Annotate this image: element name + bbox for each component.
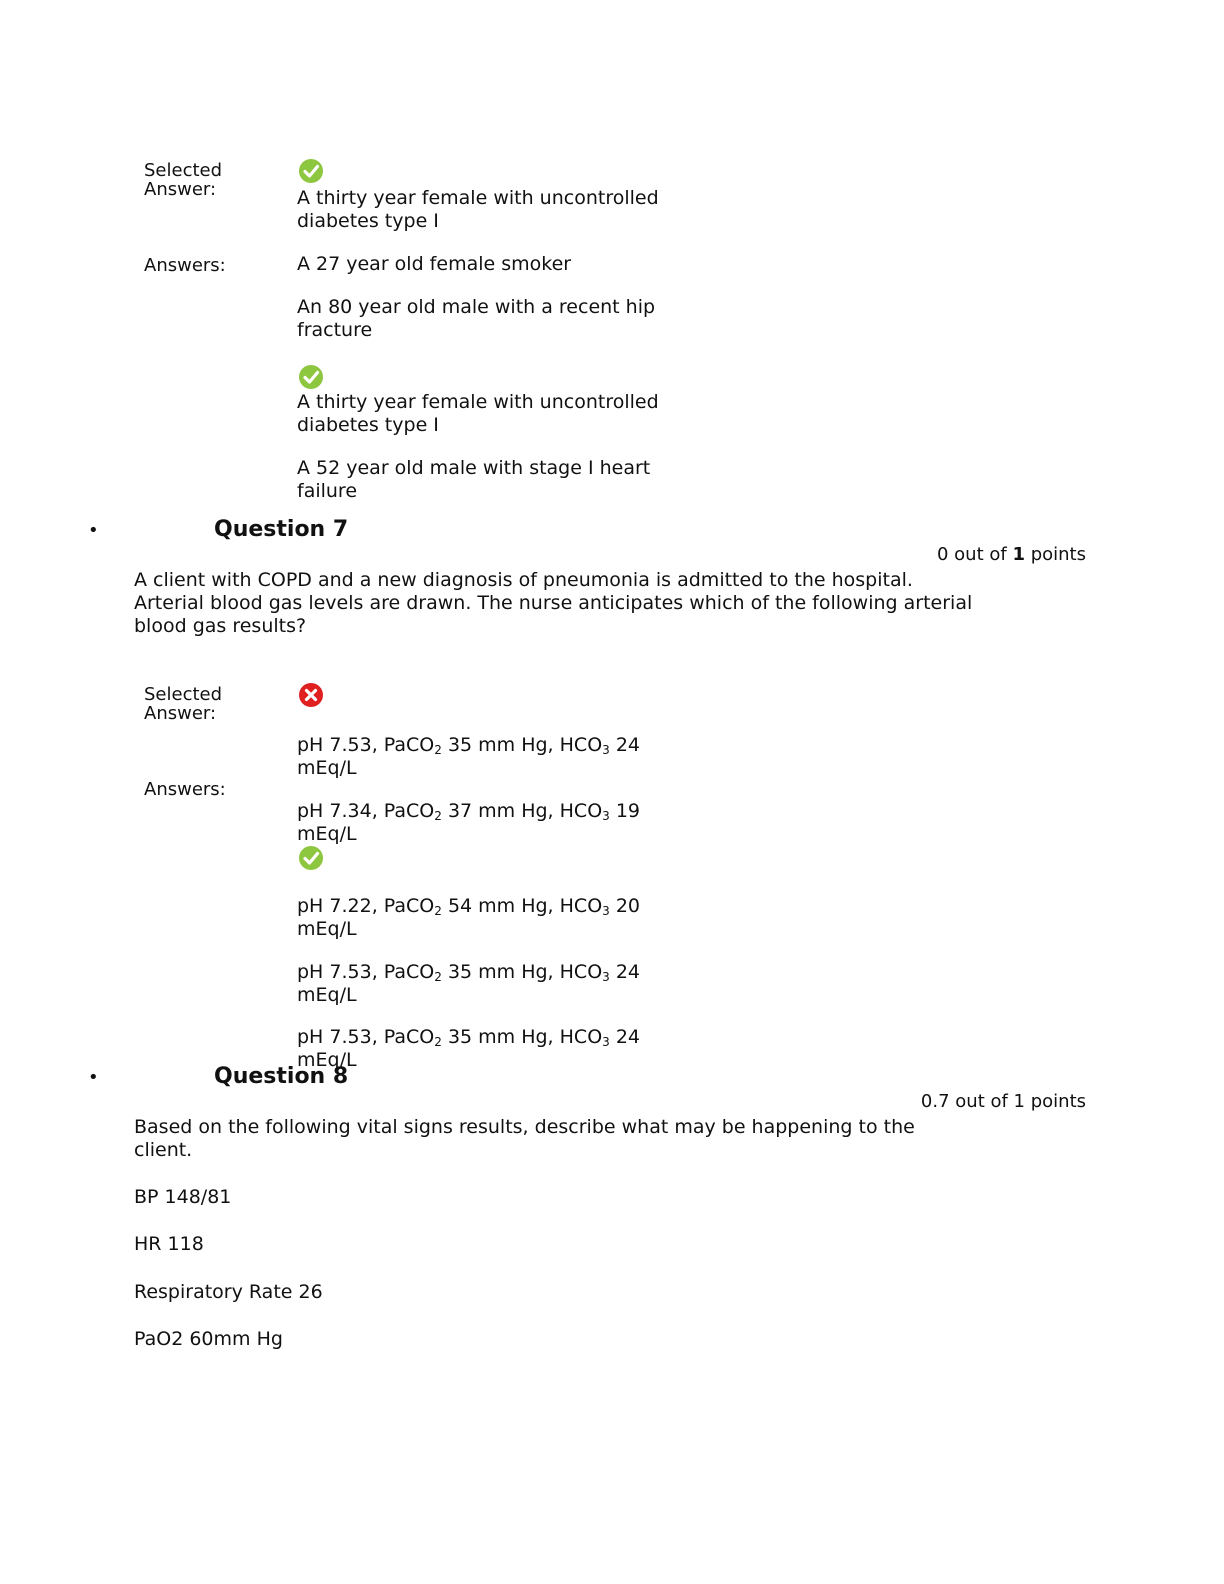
answers-label: Answers: (144, 255, 226, 276)
vital-sign: HR 118 (134, 1233, 204, 1255)
question-title: Question 7 (214, 517, 349, 542)
selected-answer-text: pH 7.53, PaCO$_2$ 35 mm Hg, $HCO_3$ 24 mEq/L (297, 734, 641, 779)
vital-sign: Respiratory Rate 26 (134, 1281, 323, 1303)
question-score: 0.7 out of 1 points (920, 1091, 1086, 1112)
answer-option: pH 7.53, PaCO$_2$ 35 mm Hg, $HCO_3$ 24 mEq/L (297, 1026, 641, 1071)
correct-check-icon (298, 845, 324, 871)
answer-option-correct: A thirty year female with uncontrolled diabetes type I (297, 391, 659, 436)
answer-option-correct: pH 7.22, PaCO$_2$ 54 mm Hg, $HCO_3$ 20 mEq/L (297, 895, 641, 940)
question-bullet: • (88, 520, 99, 541)
question-score: 0 out of 1 points (937, 544, 1086, 565)
question-text: A client with COPD and a new diagnosis of pneumonia is admitted to the hospital. Arterial blood gas levels are drawn. The nurse anticipates which of the following arterial blood gas results? (134, 569, 973, 637)
selected-answer-label: Selected Answer: (144, 684, 223, 724)
correct-check-icon (298, 364, 324, 390)
answer-option: An 80 year old male with a recent hip fracture (297, 296, 656, 341)
question-text: Based on the following vital signs results, describe what may be happening to the client. (134, 1116, 915, 1161)
question-title: Question 8 (214, 1064, 349, 1089)
question-bullet: • (88, 1067, 99, 1088)
answer-option: pH 7.34, PaCO$_2$ 37 mm Hg, $HCO_3$ 19 mEq/L (297, 800, 641, 845)
correct-check-icon (298, 158, 324, 184)
incorrect-x-icon (298, 682, 324, 708)
answer-option: pH 7.53, PaCO$_2$ 35 mm Hg, $HCO_3$ 24 mEq/L (297, 961, 641, 1006)
selected-answer-text: A thirty year female with uncontrolled diabetes type I (297, 187, 659, 232)
answer-option: A 27 year old female smoker (297, 253, 572, 275)
vital-sign: BP 148/81 (134, 1186, 232, 1208)
selected-answer-label: Selected Answer: (144, 160, 223, 200)
answers-label: Answers: (144, 779, 226, 800)
answer-option: A 52 year old male with stage I heart failure (297, 457, 651, 502)
vital-sign: PaO2 60mm Hg (134, 1328, 283, 1350)
